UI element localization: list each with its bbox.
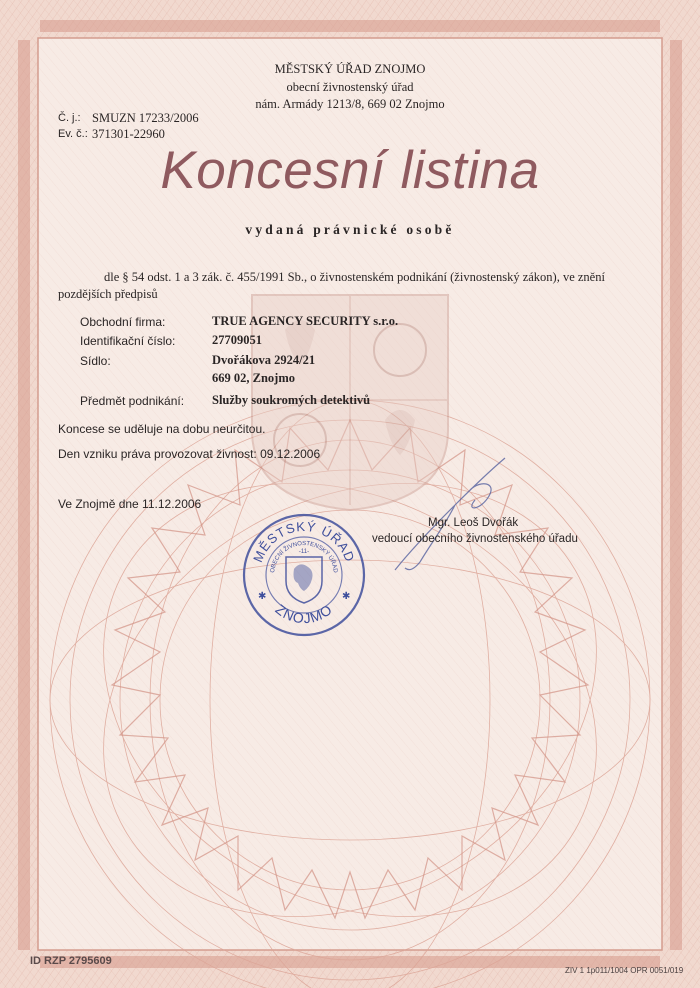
ev-label: Ev. č.: <box>58 128 88 140</box>
signature-mark <box>385 450 525 580</box>
svg-text:ZNOJMO <box>273 601 336 627</box>
issuer-name: MĚSTSKÝ ÚŘAD ZNOJMO <box>274 62 426 76</box>
stamp-inner-text: OBECNÍ ŽIVNOSTENSKÝ ÚŘAD <box>270 540 338 574</box>
seat-line2: 669 02, Znojmo <box>212 371 295 385</box>
signatory-role: vedoucí obecního živnostenského úřadu <box>372 533 578 545</box>
stamp-bottom-text: ZNOJMO <box>272 600 336 627</box>
signatory-name: Mgr. Leoš Dvořák <box>428 517 519 529</box>
ev-value: 371301-22960 <box>92 127 165 141</box>
concession-term: Koncese se uděluje na dobu neurčitou. <box>58 422 266 436</box>
subject-label: Předmět podnikání: <box>80 394 185 408</box>
place-date: Ve Znojmě dne 11.12.2006 <box>58 497 202 511</box>
document-title: Koncesní listina <box>160 141 540 200</box>
serial-number: ID RZP 2795609 <box>30 955 112 967</box>
right-start-date: Den vzniku práva provozovat živnost: 09.12.2006 <box>58 447 321 461</box>
legal-basis-line1: dle § 54 odst. 1 a 3 zák. č. 455/1991 Sb., o živnostenském podnikání (živnostenský zákon), ve znění <box>104 270 605 284</box>
svg-text:✱: ✱ <box>258 591 267 602</box>
issuer-address: nám. Armády 1213/8, 669 02 Znojmo <box>255 97 445 111</box>
id-value: 27709051 <box>212 333 262 347</box>
stamp-number: -11- <box>298 549 310 555</box>
svg-text:✱: ✱ <box>342 591 351 602</box>
seat-line1: Dvořákova 2924/21 <box>212 353 316 367</box>
subject-value: Služby soukromých detektivů <box>212 393 371 407</box>
cj-label: Č. j.: <box>58 112 81 124</box>
firm-value: TRUE AGENCY SECURITY s.r.o. <box>212 314 399 328</box>
seat-label: Sídlo: <box>80 354 111 368</box>
issuer-department: obecní živnostenský úřad <box>286 80 414 94</box>
document-subtitle: vydaná právnické osobě <box>245 222 455 237</box>
id-label: Identifikační číslo: <box>80 334 176 348</box>
cj-value: SMUZN 17233/2006 <box>92 111 199 125</box>
legal-basis-line2: pozdějších předpisů <box>58 287 158 301</box>
form-code: ZIV 1 1p011/1004 OPR 0051/019 <box>565 966 684 975</box>
stamp-top-text: MĚSTSKÝ ÚŘAD <box>250 518 358 565</box>
official-stamp <box>240 511 368 639</box>
firm-label: Obchodní firma: <box>80 315 166 329</box>
